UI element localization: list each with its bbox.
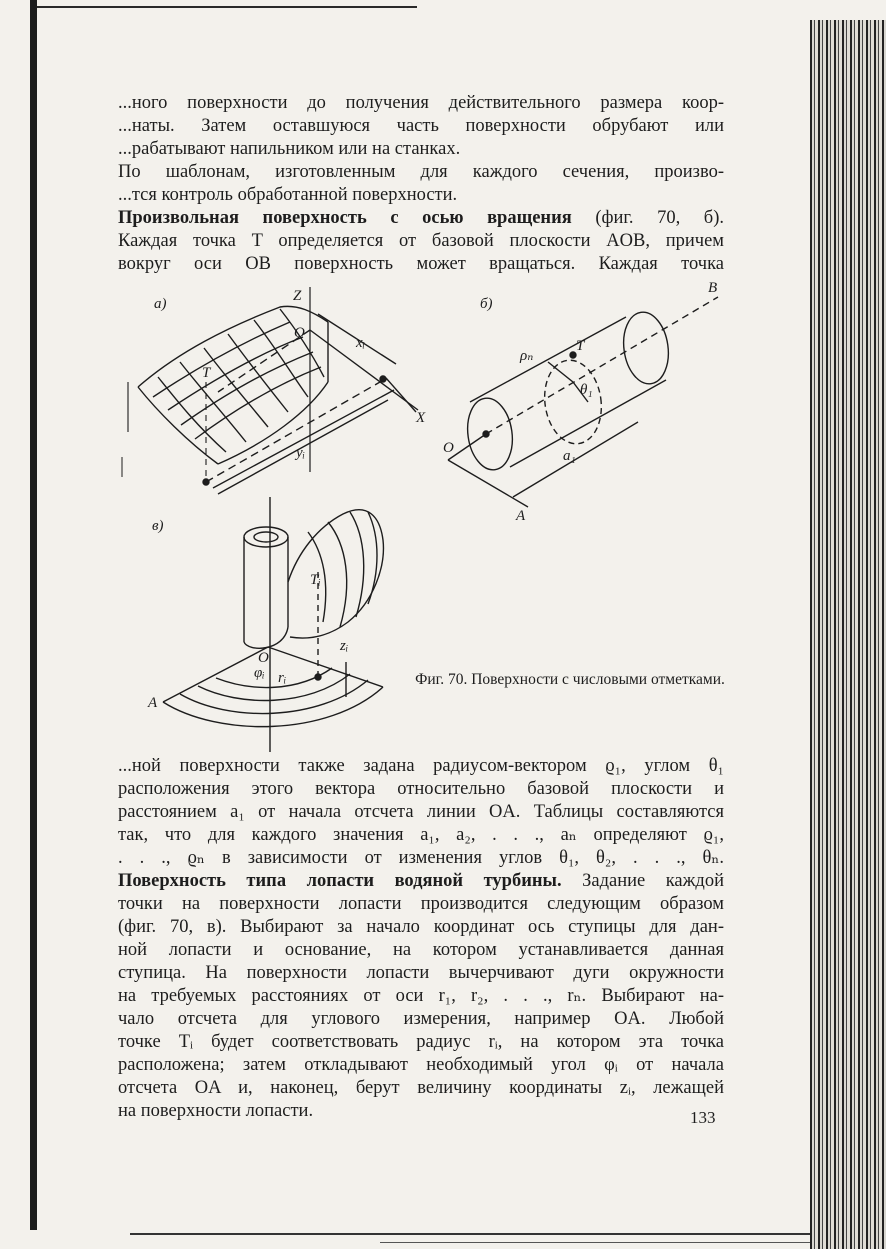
label-v: в) bbox=[152, 518, 164, 534]
page-bottom-edge-2 bbox=[380, 1242, 810, 1243]
label-a-axis: A bbox=[516, 508, 526, 524]
text-line: так, что для каждого значения a₁, a₂, . . ., aₙ определяют ϱ₁, bbox=[118, 825, 724, 845]
label-o2: O bbox=[443, 440, 454, 456]
panel-a-drawing bbox=[122, 287, 418, 494]
text-line: ...ной поверхности также задана радиусом-вектором ϱ₁, углом θ₁ bbox=[118, 756, 724, 776]
text-line: расстоянием a₁ от начала отсчета линии OA. Таблицы составляются bbox=[118, 802, 724, 822]
label-t: T bbox=[202, 365, 211, 381]
label-ti: Tᵢ bbox=[310, 572, 321, 588]
top-paragraphs bbox=[118, 92, 724, 276]
figure-caption: Фиг. 70. Поверхности с числовыми отметками. bbox=[415, 671, 725, 688]
text-line: . . ., ϱₙ в зависимости от изменения углов θ₁, θ₂, . . ., θₙ. bbox=[118, 848, 724, 868]
label-a2: A bbox=[148, 695, 158, 711]
text-line: на требуемых расстояниях от оси r₁, r₂, . . ., rₙ. Выбирают на- bbox=[118, 986, 724, 1006]
label-theta: θ₁ bbox=[580, 382, 593, 398]
text-line: ...наты. Затем оставшуюся часть поверхности обрубают или bbox=[118, 116, 724, 136]
heading-continuation: Задание каждой bbox=[561, 871, 724, 891]
label-rho: ρₙ bbox=[520, 348, 534, 364]
label-yi: yᵢ bbox=[296, 445, 306, 461]
text-line: расположена; затем откладывают необходимый угол φᵢ от начала bbox=[118, 1055, 724, 1075]
text-line: точке Tᵢ будет соответствовать радиус rᵢ, на котором эта точка bbox=[118, 1032, 724, 1052]
page-number: 133 bbox=[690, 1108, 716, 1127]
label-b: б) bbox=[480, 296, 493, 312]
bottom-paragraphs bbox=[118, 755, 724, 1123]
label-x: X bbox=[416, 410, 426, 426]
text-line bbox=[118, 207, 724, 230]
label-a: а) bbox=[154, 296, 167, 312]
text-line: ной лопасти и основание, на котором устанавливается данная bbox=[118, 940, 724, 960]
text-line: расположения этого вектора относительно базовой плоскости и bbox=[118, 779, 724, 799]
page-top-edge bbox=[37, 6, 417, 8]
text-line: ...рабатывают напильником или на станках. bbox=[118, 139, 461, 159]
page-stack-edge bbox=[810, 20, 886, 1249]
text-line: (фиг. 70, в). Выбирают за начало координат ось ступицы для дан- bbox=[118, 917, 724, 937]
text-line: на поверхности лопасти. bbox=[118, 1101, 314, 1121]
text-line: вокруг оси OB поверхность может вращаться. Каждая точка bbox=[118, 254, 724, 274]
text-line: ...тся контроль обработанной поверхности. bbox=[118, 185, 458, 205]
label-zi: zᵢ bbox=[340, 638, 349, 654]
panel-b-drawing bbox=[448, 297, 718, 507]
page-bottom-edge bbox=[130, 1233, 810, 1235]
text-line bbox=[118, 870, 724, 893]
figure-reference: (фиг. 70, б). bbox=[571, 208, 725, 228]
text-line: отсчета OA и, наконец, берут величину координаты zᵢ, лежащей bbox=[118, 1078, 724, 1098]
label-a1: a₁ bbox=[563, 448, 576, 464]
label-t2: T bbox=[576, 338, 585, 354]
label-b-axis: B bbox=[708, 282, 718, 296]
page-binding-edge bbox=[30, 0, 37, 1230]
label-o: O bbox=[294, 325, 305, 341]
section-heading: Произвольная поверхность с осью вращения bbox=[118, 208, 572, 228]
label-phi: φᵢ bbox=[254, 665, 265, 681]
panel-v-drawing bbox=[163, 497, 383, 752]
section-heading: Поверхность типа лопасти водяной турбины. bbox=[118, 871, 562, 891]
label-o3: O bbox=[258, 650, 269, 666]
text-line: Каждая точка T определяется от базовой плоскости AOB, причем bbox=[118, 231, 724, 251]
text-line: По шаблонам, изготовленным для каждого сечения, произво- bbox=[118, 162, 724, 182]
text-line: чало отсчета для углового измерения, например OA. Любой bbox=[118, 1009, 724, 1029]
text-line: точки на поверхности лопасти производится следующим образом bbox=[118, 894, 724, 914]
label-xi: xᵢ bbox=[356, 335, 366, 351]
label-z: Z bbox=[293, 288, 302, 304]
text-line: ступица. На поверхности лопасти вычерчивают дуги окружности bbox=[118, 963, 724, 983]
label-ri: rᵢ bbox=[278, 670, 287, 686]
text-line: ...ного поверхности до получения действительного размера коор- bbox=[118, 93, 724, 113]
